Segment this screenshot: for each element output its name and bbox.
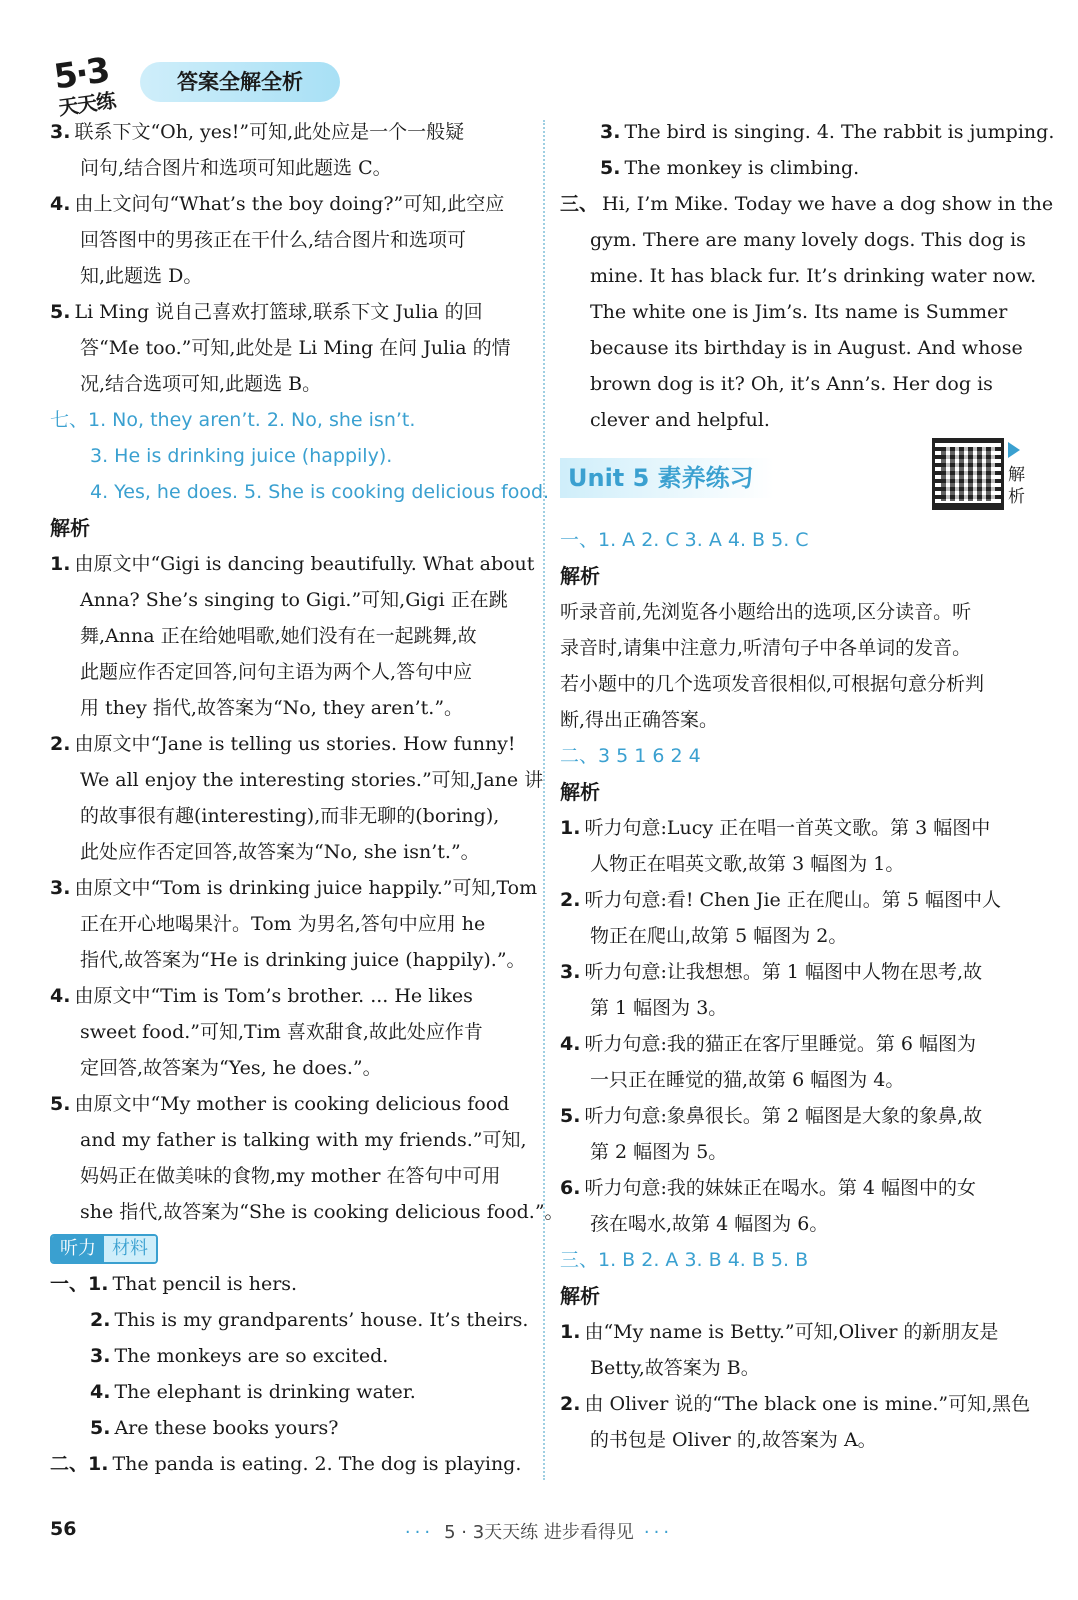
line-text: 舞,Anna 正在给她唱歌,她们没有在一起跳舞,故 bbox=[80, 625, 477, 647]
item-number: 3. bbox=[50, 877, 71, 899]
text-line bbox=[560, 846, 1040, 882]
text-line bbox=[560, 1386, 1040, 1422]
line-text: 况,结合选项可知,此题选 B。 bbox=[80, 373, 322, 395]
line-text: 录音时,请集中注意力,听清句子中各单词的发音。 bbox=[560, 637, 972, 659]
text-line bbox=[50, 906, 530, 942]
page-footer bbox=[0, 1510, 1078, 1550]
line-text: 一只正在睡觉的猫,故第 6 幅图为 4。 bbox=[590, 1069, 905, 1091]
line-text: Li Ming 说自己喜欢打篮球,联系下文 Julia 的回 bbox=[74, 301, 483, 323]
text-line bbox=[560, 1026, 1040, 1062]
text-line bbox=[50, 294, 530, 330]
tag-part-2: 材料 bbox=[104, 1236, 156, 1262]
text-line bbox=[50, 1158, 530, 1194]
text-line bbox=[50, 1374, 530, 1410]
line-text: 物正在爬山,故第 5 幅图为 2。 bbox=[590, 925, 848, 947]
answer-line bbox=[50, 474, 550, 510]
text-line bbox=[560, 594, 1040, 630]
answer-line bbox=[560, 738, 1040, 774]
line-text: 答“Me too.”可知,此处是 Li Ming 在问 Julia 的情 bbox=[80, 337, 511, 359]
line-text: The monkey is climbing. bbox=[624, 157, 860, 179]
column-divider bbox=[543, 120, 545, 1480]
text-line bbox=[50, 1266, 530, 1302]
line-text: 知,此题选 D。 bbox=[80, 265, 203, 287]
line-text: 正在开心地喝果汁。Tom 为男名,答句中应用 he bbox=[80, 913, 486, 935]
unit-header bbox=[560, 438, 1040, 522]
line-text: mine. It has black fur. It’s drinking water now. bbox=[590, 265, 1037, 287]
text-line bbox=[50, 258, 530, 294]
text-line bbox=[50, 762, 544, 798]
line-text: 由“My name is Betty.”可知,Oliver 的新朋友是 bbox=[584, 1321, 999, 1343]
text-line bbox=[50, 366, 530, 402]
text-line bbox=[560, 294, 1040, 330]
text-line bbox=[50, 150, 530, 186]
line-text: clever and helpful. bbox=[590, 409, 770, 431]
line-text: 4. Yes, he does. 5. She is cooking delicious food. bbox=[90, 481, 550, 503]
line-text: This is my grandparents’ house. It’s theirs. bbox=[114, 1309, 529, 1331]
text-line bbox=[560, 186, 1054, 222]
text-line bbox=[50, 546, 535, 582]
line-text: 二、3 5 1 6 2 4 bbox=[560, 745, 701, 767]
text-line bbox=[50, 114, 530, 150]
line-text: 听力句意:象鼻很长。第 2 幅图是大象的象鼻,故 bbox=[584, 1105, 983, 1127]
text-line bbox=[560, 1170, 1040, 1206]
item-number: 1. bbox=[50, 553, 71, 575]
line-text: 听力句意:我的猫正在客厅里睡觉。第 6 幅图为 bbox=[584, 1033, 977, 1055]
text-line bbox=[560, 222, 1040, 258]
unit-title: Unit 5 素养练习 bbox=[560, 458, 774, 498]
line-text: Are these books yours? bbox=[114, 1417, 339, 1439]
footer-dots-left: ··· bbox=[404, 1522, 435, 1543]
text-line bbox=[560, 1098, 1040, 1134]
text-line bbox=[50, 1122, 530, 1158]
text-line bbox=[50, 186, 530, 222]
answer-line bbox=[560, 522, 1040, 558]
line-text: 联系下文“Oh, yes!”可知,此处应是一个一般疑 bbox=[74, 121, 465, 143]
line-text: 听力句意:看! Chen Jie 正在爬山。第 5 幅图中人 bbox=[584, 889, 1001, 911]
line-text: 听力句意:让我想想。第 1 幅图中人物在思考,故 bbox=[584, 961, 983, 983]
item-number: 5. bbox=[560, 1105, 581, 1127]
line-text: We all enjoy the interesting stories.”可知,Jane 讲 bbox=[80, 769, 544, 791]
header-banner: 答案全解全析 bbox=[140, 62, 340, 102]
line-text: 由原文中“Jane is telling us stories. How funny! bbox=[74, 733, 516, 755]
footer-slogan bbox=[0, 1518, 1078, 1544]
text-line bbox=[50, 618, 530, 654]
text-line bbox=[560, 810, 1040, 846]
tag-box bbox=[50, 1234, 158, 1264]
line-text: 妈妈正在做美味的食物,my mother 在答句中可用 bbox=[80, 1165, 501, 1187]
tag-part-1: 听力 bbox=[52, 1236, 104, 1262]
line-text: 由原文中“My mother is cooking delicious food bbox=[74, 1093, 510, 1115]
text-line bbox=[50, 1410, 530, 1446]
line-text: 听力句意:Lucy 正在唱一首英文歌。第 3 幅图中 bbox=[584, 817, 991, 839]
text-line bbox=[560, 630, 1040, 666]
item-number: 1. bbox=[560, 817, 581, 839]
text-line bbox=[50, 654, 530, 690]
text-line bbox=[560, 1314, 1040, 1350]
line-text: 听录音前,先浏览各小题给出的选项,区分读音。听 bbox=[560, 601, 972, 623]
line-text: The panda is eating. 2. The dog is playing. bbox=[112, 1453, 522, 1475]
text-line bbox=[50, 978, 530, 1014]
section-title: 解析 bbox=[560, 1284, 600, 1308]
text-line bbox=[560, 702, 1040, 738]
text-line bbox=[50, 330, 530, 366]
line-text: That pencil is hers. bbox=[112, 1273, 298, 1295]
line-text: 由 Oliver 说的“The black one is mine.”可知,黑色 bbox=[584, 1393, 1031, 1415]
listening-material-tag bbox=[50, 1230, 530, 1266]
play-icon bbox=[1008, 442, 1020, 458]
text-line bbox=[560, 918, 1040, 954]
section-title: 解析 bbox=[560, 564, 600, 588]
line-text: The white one is Jim’s. Its name is Summer bbox=[590, 301, 1008, 323]
line-text: Hi, I’m Mike. Today we have a dog show in the bbox=[602, 193, 1054, 215]
text-line bbox=[50, 582, 530, 618]
item-number: 3. bbox=[90, 1345, 111, 1367]
item-number: 2. bbox=[90, 1309, 111, 1331]
text-line bbox=[560, 258, 1040, 294]
right-top-section bbox=[560, 114, 1055, 438]
line-text: 定回答,故答案为“Yes, he does.”。 bbox=[80, 1057, 382, 1079]
line-text: 七、1. No, they aren’t. 2. No, she isn’t. bbox=[50, 409, 416, 431]
line-text: brown dog is it? Oh, it’s Ann’s. Her dog is bbox=[590, 373, 993, 395]
item-number: 4. bbox=[50, 193, 71, 215]
line-text: Anna? She’s singing to Gigi.”可知,Gigi 正在跳 bbox=[80, 589, 508, 611]
text-line bbox=[50, 834, 530, 870]
line-text: 听力句意:我的妹妹正在喝水。第 4 幅图中的女 bbox=[584, 1177, 977, 1199]
text-line bbox=[560, 990, 1040, 1026]
text-line bbox=[560, 1134, 1040, 1170]
answer-line bbox=[50, 402, 530, 438]
text-line bbox=[50, 942, 530, 978]
item-number: 5. bbox=[50, 301, 71, 323]
line-text: 若小题中的几个选项发音很相似,可根据句意分析判 bbox=[560, 673, 985, 695]
footer-slogan-text: 5 · 3天天练 进步看得见 bbox=[444, 1522, 634, 1543]
line-text: 用 they 指代,故答案为“No, they aren’t.”。 bbox=[80, 697, 464, 719]
item-number: 5. bbox=[600, 157, 621, 179]
line-text: 断,得出正确答案。 bbox=[560, 709, 719, 731]
text-line bbox=[560, 366, 1040, 402]
text-line bbox=[50, 870, 538, 906]
text-line bbox=[560, 1350, 1040, 1386]
text-line bbox=[50, 1194, 564, 1230]
item-number: 5. bbox=[50, 1093, 71, 1115]
line-text: she 指代,故答案为“She is cooking delicious food.”。 bbox=[80, 1201, 564, 1223]
line-text: 一、1. A 2. C 3. A 4. B 5. C bbox=[560, 529, 809, 551]
item-number: 2. bbox=[560, 889, 581, 911]
line-text: 三、1. B 2. A 3. B 4. B 5. B bbox=[560, 1249, 809, 1271]
right-bottom-section bbox=[560, 522, 1040, 1458]
line-text: 第 2 幅图为 5。 bbox=[590, 1141, 728, 1163]
text-line bbox=[50, 1338, 530, 1374]
line-text: 由原文中“Gigi is dancing beautifully. What about bbox=[74, 553, 535, 575]
page-header bbox=[40, 52, 420, 122]
item-number: 2. bbox=[50, 733, 71, 755]
text-line bbox=[560, 330, 1040, 366]
text-line bbox=[50, 690, 530, 726]
text-line bbox=[560, 1422, 1040, 1458]
item-number: 6. bbox=[560, 1177, 581, 1199]
item-number: 3. bbox=[50, 121, 71, 143]
text-line bbox=[560, 954, 1040, 990]
text-line bbox=[560, 1062, 1040, 1098]
line-text: 的书包是 Oliver 的,故答案为 A。 bbox=[590, 1429, 877, 1451]
line-text: The bird is singing. 4. The rabbit is jumping. bbox=[624, 121, 1055, 143]
logo-text: 天天练 bbox=[56, 88, 117, 120]
qr-label bbox=[1008, 442, 1032, 508]
item-number: 3. bbox=[560, 961, 581, 983]
answer-line bbox=[50, 438, 530, 474]
text-line bbox=[560, 150, 1040, 186]
item-number: 一、1. bbox=[50, 1273, 109, 1295]
line-text: because its birthday is in August. And whose bbox=[590, 337, 1023, 359]
footer-dots-right: ··· bbox=[643, 1522, 674, 1543]
item-number: 4. bbox=[50, 985, 71, 1007]
text-line bbox=[50, 1446, 530, 1482]
line-text: 此题应作否定回答,问句主语为两个人,答句中应 bbox=[80, 661, 473, 683]
line-text: gym. There are many lovely dogs. This dog is bbox=[590, 229, 1026, 251]
line-text: 孩在喝水,故第 4 幅图为 6。 bbox=[590, 1213, 829, 1235]
line-text: 人物正在唱英文歌,故第 3 幅图为 1。 bbox=[590, 853, 905, 875]
text-line bbox=[560, 882, 1040, 918]
line-text: The monkeys are so excited. bbox=[114, 1345, 389, 1367]
line-text: 的故事很有趣(interesting),而非无聊的(boring), bbox=[80, 805, 500, 827]
item-number: 5. bbox=[90, 1417, 111, 1439]
qr-label-text: 解析 bbox=[1008, 465, 1025, 507]
text-line bbox=[50, 1050, 530, 1086]
line-text: The elephant is drinking water. bbox=[114, 1381, 416, 1403]
text-line bbox=[50, 1086, 530, 1122]
section-title: 解析 bbox=[50, 516, 90, 540]
line-text: 由上文问句“What’s the boy doing?”可知,此空应 bbox=[74, 193, 505, 215]
line-text: sweet food.”可知,Tim 喜欢甜食,故此处应作肯 bbox=[80, 1021, 483, 1043]
answer-line bbox=[560, 1242, 1040, 1278]
line-text: 此处应作否定回答,故答案为“No, she isn’t.”。 bbox=[80, 841, 480, 863]
item-number: 三、 bbox=[560, 193, 599, 215]
line-text: 3. He is drinking juice (happily). bbox=[90, 445, 393, 467]
item-number: 3. bbox=[600, 121, 621, 143]
page-number: 56 bbox=[50, 1518, 77, 1540]
text-line bbox=[50, 1014, 530, 1050]
item-number: 4. bbox=[90, 1381, 111, 1403]
item-number: 1. bbox=[560, 1321, 581, 1343]
left-column bbox=[50, 114, 564, 1482]
qr-code[interactable] bbox=[932, 438, 1004, 510]
item-number: 2. bbox=[560, 1393, 581, 1415]
text-line bbox=[50, 1302, 530, 1338]
line-text: 指代,故答案为“He is drinking juice (happily).”。 bbox=[80, 949, 526, 971]
text-line bbox=[50, 222, 530, 258]
text-line bbox=[50, 726, 530, 762]
line-text: Betty,故答案为 B。 bbox=[590, 1357, 760, 1379]
text-line bbox=[560, 666, 1040, 702]
text-line bbox=[50, 798, 530, 834]
line-text: 由原文中“Tom is drinking juice happily.”可知,Tom bbox=[74, 877, 538, 899]
text-line bbox=[560, 1206, 1040, 1242]
line-text: 第 1 幅图为 3。 bbox=[590, 997, 728, 1019]
text-line bbox=[560, 114, 1055, 150]
logo-number: 5·3 bbox=[51, 50, 111, 98]
right-column bbox=[560, 114, 1055, 1458]
line-text: and my father is talking with my friends.”可知, bbox=[80, 1129, 527, 1151]
text-line bbox=[560, 402, 1040, 438]
line-text: 回答图中的男孩正在干什么,结合图片和选项可 bbox=[80, 229, 467, 251]
item-number: 4. bbox=[560, 1033, 581, 1055]
item-number: 二、1. bbox=[50, 1453, 109, 1475]
line-text: 问句,结合图片和选项可知此题选 C。 bbox=[80, 157, 392, 179]
line-text: 由原文中“Tim is Tom’s brother. ... He likes bbox=[74, 985, 473, 1007]
section-title: 解析 bbox=[560, 780, 600, 804]
